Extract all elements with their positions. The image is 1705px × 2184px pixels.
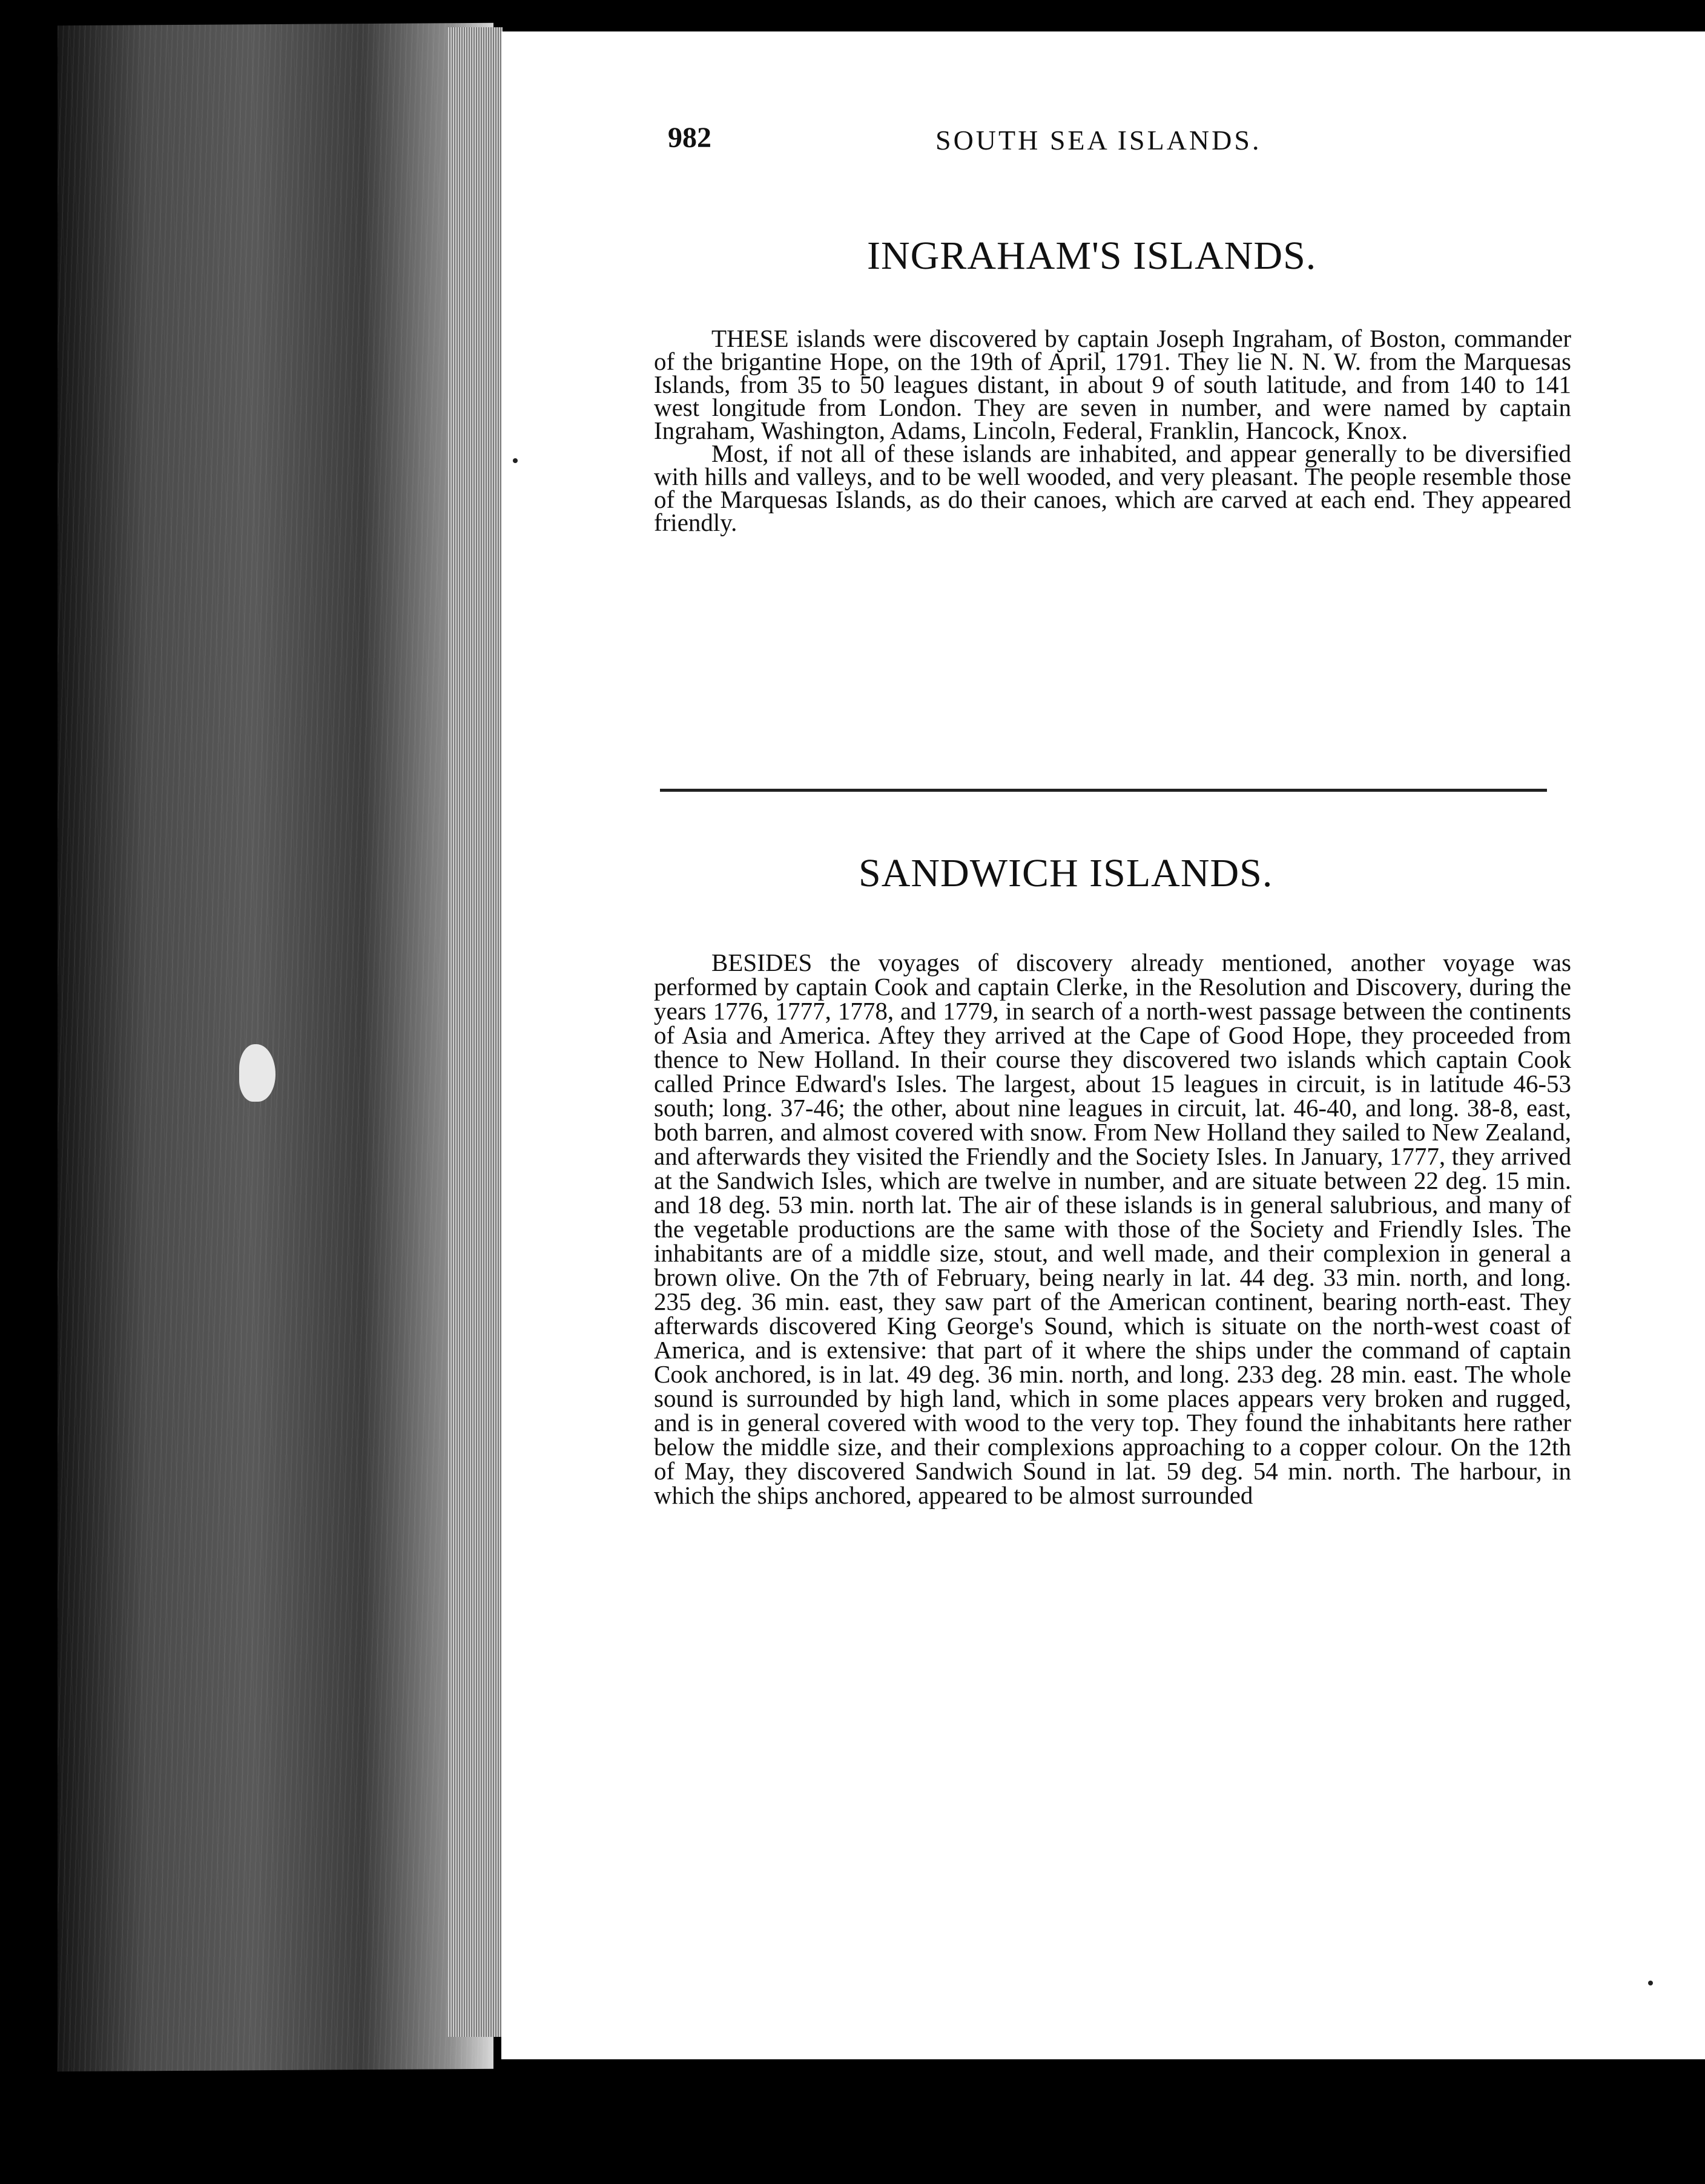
page-edges [448,27,503,2037]
section-body-sandwich-islands [654,950,1571,1507]
section-divider [660,789,1547,792]
running-title-text: SOUTH SEA ISLANDS. [935,125,1262,156]
section-title-ingrahams-islands: INGRAHAM'S ISLANDS. [867,234,1317,278]
margin-mark [513,458,518,463]
paragraph: THESE islands were discovered by captain Joseph Ingraham, of Boston, commander of the brigantine Hope, on the 19th of April, 1791. They lie N. N. W. from the Marquesas Islands, from 35 to 50 leagues distant, in about 9 of south latitude, and from 140 to 141 west longitude from London. They are seven in number, and were named by captain Ingraham, Washington, Adams, Lincoln, Federal, Franklin, Hancock, Knox. [654,324,1571,444]
spine-blemish [239,1044,275,1102]
page-number: 982 [668,122,711,154]
running-title [935,124,1261,156]
paragraph: BESIDES the voyages of discovery already mentioned, another voyage was performed by captain Cook and captain Clerke, in the Resolution and Discovery, during the years 1776, 1777, 1778, and 1779, in search of a north-west passage between the continents of Asia and America. Aftey they arrived at the Cape of Good Hope, they proceeded from thence to New Holland. In their course they discovered two islands which captain Cook called Prince Edward's Isles. The largest, about 15 leagues in circuit, is in latitude 46-53 south; long. 37-46; the other, about nine leagues in circuit, lat. 46-40, and long. 38-8, east, both barren, and almost covered with snow. From New Holland they sailed to New Zealand, and afterwards they visited the Friendly and the Society Isles. In January, 1777, they arrived at the Sandwich Isles, which are twelve in number, and are situate between 22 deg. 15 min. and 18 deg. 53 min. north lat. The air of these islands is in general salubrious, and many of the vegetable productions are the same with those of the Society and Friendly Isles. The inhabitants are of a middle size, stout, and well made, and their complexion in general a brown olive. On the 7th of February, being nearly in lat. 44 deg. 33 min. north, and long. 235 deg. 36 min. east, they saw part of the American continent, bearing north-east. They afterwards discovered King George's Sound, which is situate on the north-west coast of America, and is extensive: that part of it where the ships under the command of captain Cook anchored, is in lat. 49 deg. 36 min. north, and long. 233 deg. 28 min. east. The whole sound is surrounded by high land, which in some places appears very broken and rugged, and is in general covered with wood to the very top. They found the inhabitants here rather below the middle size, and their complexions approaching to a copper colour. On the 12th of May, they discovered Sandwich Sound in lat. 59 deg. 54 min. north. The harbour, in which the ships anchored, appeared to be almost surrounded [654,949,1571,1509]
margin-mark [1648,1981,1653,1985]
section-body-ingrahams-islands [654,324,1571,536]
section-title-sandwich-islands: SANDWICH ISLANDS. [859,851,1273,895]
paragraph: Most, if not all of these islands are inhabited, and appear generally to be diversified with hills and valleys, and to be well wooded, and very pleasant. The people resemble those of the Marquesas Islands, as do their canoes, which are carved at each end. They appeared friendly. [654,439,1571,536]
book-spine [58,23,493,2071]
